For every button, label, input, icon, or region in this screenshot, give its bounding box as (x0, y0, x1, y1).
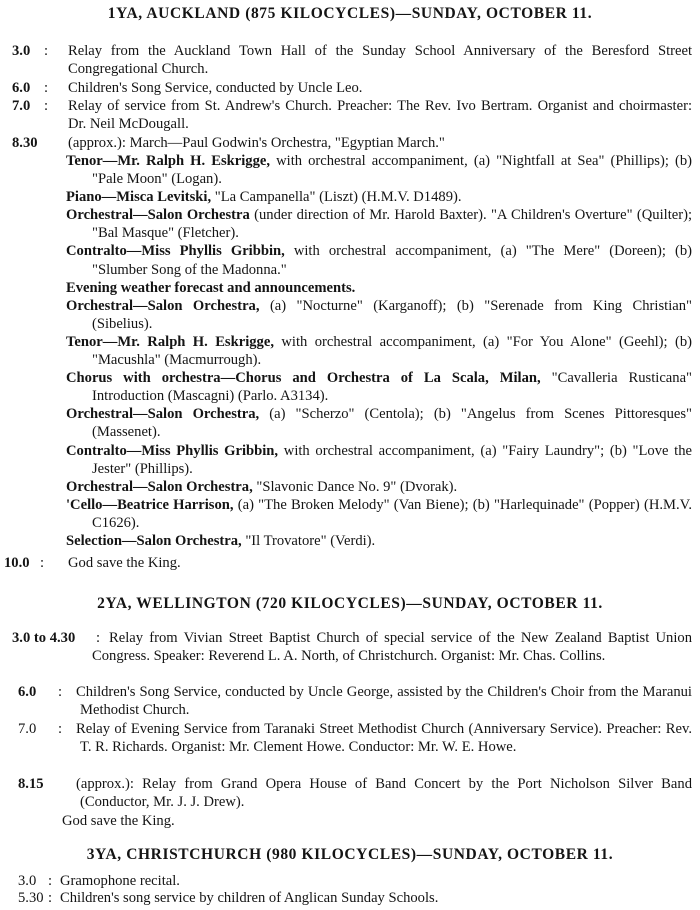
entry-time: 7.0 (12, 98, 31, 114)
item-text: "Cavalleria Rusticana" Introduction (Mascagni) (Parlo. A3134). (92, 370, 693, 405)
program-item (66, 405, 692, 441)
program-entry (18, 872, 692, 890)
performer-name: Contralto—Miss Phyllis Gribbin, (66, 442, 279, 459)
program-item (66, 478, 692, 496)
performer-name: Selection—Salon Orchestra, (66, 532, 242, 549)
performer-name: Tenor—Mr. Ralph H. Eskrigge, (66, 333, 274, 350)
program-items-list (66, 152, 692, 550)
program-entry-closing (4, 554, 692, 572)
entry-text: (approx.): March—Paul Godwin's Orchestra, "Egyptian March." (68, 135, 445, 151)
entry-text: Relay of service from St. Andrew's Church. Preacher: The Rev. Ivo Bertram. Organist and choirmaster: Dr. Neil McDougall. (68, 98, 692, 133)
performer-name: Tenor—Mr. Ralph H. Eskrigge, (66, 153, 271, 169)
program-item (66, 333, 692, 369)
program-item (66, 297, 692, 333)
performer-name: Contralto—Miss Phyllis Gribbin, (66, 243, 285, 260)
entry-separator: : (44, 80, 49, 96)
program-entry (12, 79, 692, 97)
program-entry (12, 629, 692, 665)
entry-separator: : (44, 98, 49, 114)
entry-time: 7.0 (18, 721, 37, 737)
entry-separator: : (58, 684, 63, 700)
program-entry (12, 42, 692, 78)
entry-separator: : (40, 555, 45, 571)
program-item (66, 188, 692, 206)
entry-text: Children's song service by children of Anglican Sunday Schools. (60, 890, 439, 906)
item-text: (under direction of Mr. Harold Baxter). "A Children's Overture" (Quilter); "Bal Masque" (Fletcher). (92, 207, 693, 242)
program-entry (18, 775, 692, 811)
entry-separator: : (58, 721, 63, 737)
announcement-text: Evening weather forecast and announcements. (66, 279, 356, 296)
item-text: (a) "Scherzo" (Centola); (b) "Angelus from Scenes Pittoresques" (Massenet). (92, 406, 692, 441)
station-heading-1ya: 1YA, AUCKLAND (875 KILOCYCLES)—SUNDAY, OCTOBER 11. (107, 5, 593, 22)
item-text: with orchestral accompaniment, (a) "Fairy Laundry"; (b) "Love the Jester" (Phillips). (92, 442, 693, 477)
entry-time: 10.0 (4, 555, 30, 571)
item-text: with orchestral accompaniment, (a) "For You Alone" (Geehl); (b) "Macushla" (Macmurrough). (92, 333, 692, 369)
entry-time: 3.0 to 4.30 (12, 630, 76, 646)
item-text: (a) "Nocturne" (Karganoff); (b) "Serenade from King Christian" (Sibelius). (92, 297, 692, 332)
item-text: (a) "The Broken Melody" (Van Biene); (b) "Harlequinade" (Popper) (H.M.V. C1626). (92, 496, 692, 531)
program-item (66, 496, 692, 532)
program-item (66, 532, 692, 550)
entry-text: (approx.): Relay from Grand Opera House of Band Concert by the Port Nicholson Silver Band (Conductor, Mr. J. J. Drew). (76, 776, 692, 811)
station-heading-3ya: 3YA, CHRISTCHURCH (980 KILOCYCLES)—SUNDAY, OCTOBER 11. (86, 846, 614, 863)
program-entry (18, 683, 692, 719)
entry-separator: : (96, 630, 101, 646)
program-item (66, 442, 692, 478)
item-text: with orchestral accompaniment, (a) "Nightfall at Sea" (Phillips); (b) "Pale Moon" (Logan). (92, 153, 692, 188)
program-entry (18, 720, 692, 756)
entry-time: 3.0 (18, 873, 37, 889)
entry-text: Relay from the Auckland Town Hall of the Sunday School Anniversary of the Beresford Street Congregational Church. (68, 43, 692, 78)
performer-name: Orchestral—Salon Orchestra, (66, 297, 260, 314)
program-entry (12, 97, 692, 133)
program-item (66, 279, 692, 297)
entry-separator: : (48, 890, 53, 906)
entry-text: God save the King. (68, 555, 181, 571)
entry-time: 8.15 (18, 776, 44, 792)
performer-name: Orchestral—Salon Orchestra, (66, 478, 253, 495)
entry-separator: : (48, 873, 53, 889)
performer-name: Piano—Misca Levitski, (66, 189, 212, 206)
program-entry (12, 134, 692, 152)
station-heading-2ya: 2YA, WELLINGTON (720 KILOCYCLES)—SUNDAY, OCTOBER 11. (97, 595, 603, 612)
item-text: with orchestral accompaniment, (a) "The Mere" (Doreen); (b) "Slumber Song of the Madonna." (92, 243, 692, 278)
entry-time: 6.0 (18, 684, 37, 700)
entry-text: Relay from Vivian Street Baptist Church of special service of the New Zealand Baptist Union Congress. Speaker: Reverend L. A. North, of Christchurch. Organist: Mr. Chas. Collins. (92, 630, 692, 665)
program-item (66, 369, 692, 405)
program-item (66, 242, 692, 278)
program-entry (18, 889, 692, 907)
entry-text: Gramophone recital. (60, 873, 180, 889)
performer-name: 'Cello—Beatrice Harrison, (66, 496, 234, 513)
entry-time: 3.0 (12, 43, 31, 59)
performer-name: Chorus with orchestra—Chorus and Orchestra of La Scala, Milan, (66, 370, 541, 387)
item-text: "La Campanella" (Liszt) (H.M.V. D1489). (214, 189, 462, 206)
program-item (66, 206, 692, 242)
entry-text: Relay of Evening Service from Taranaki Street Methodist Church (Anniversary Service). Preacher: Rev. T. R. Richards. Organist: Mr. Clement Howe. Conductor: Mr. W. E. Howe. (76, 721, 692, 756)
entry-time: 8.30 (12, 135, 38, 151)
entry-time: 5.30 (18, 890, 44, 906)
entry-separator: : (44, 43, 49, 59)
entry-time: 6.0 (12, 80, 31, 96)
entry-text: Children's Song Service, conducted by Uncle George, assisted by the Children's Choir from the Maranui Methodist Church. (76, 684, 692, 719)
performer-name: Orchestral—Salon Orchestra (66, 207, 250, 224)
item-text: "Il Trovatore" (Verdi). (245, 532, 376, 549)
closing-line: God save the King. (62, 813, 175, 829)
program-item (66, 152, 692, 188)
item-text: "Slavonic Dance No. 9" (Dvorak). (256, 478, 458, 495)
entry-text: Children's Song Service, conducted by Uncle Leo. (68, 80, 363, 96)
performer-name: Orchestral—Salon Orchestra, (66, 406, 260, 423)
